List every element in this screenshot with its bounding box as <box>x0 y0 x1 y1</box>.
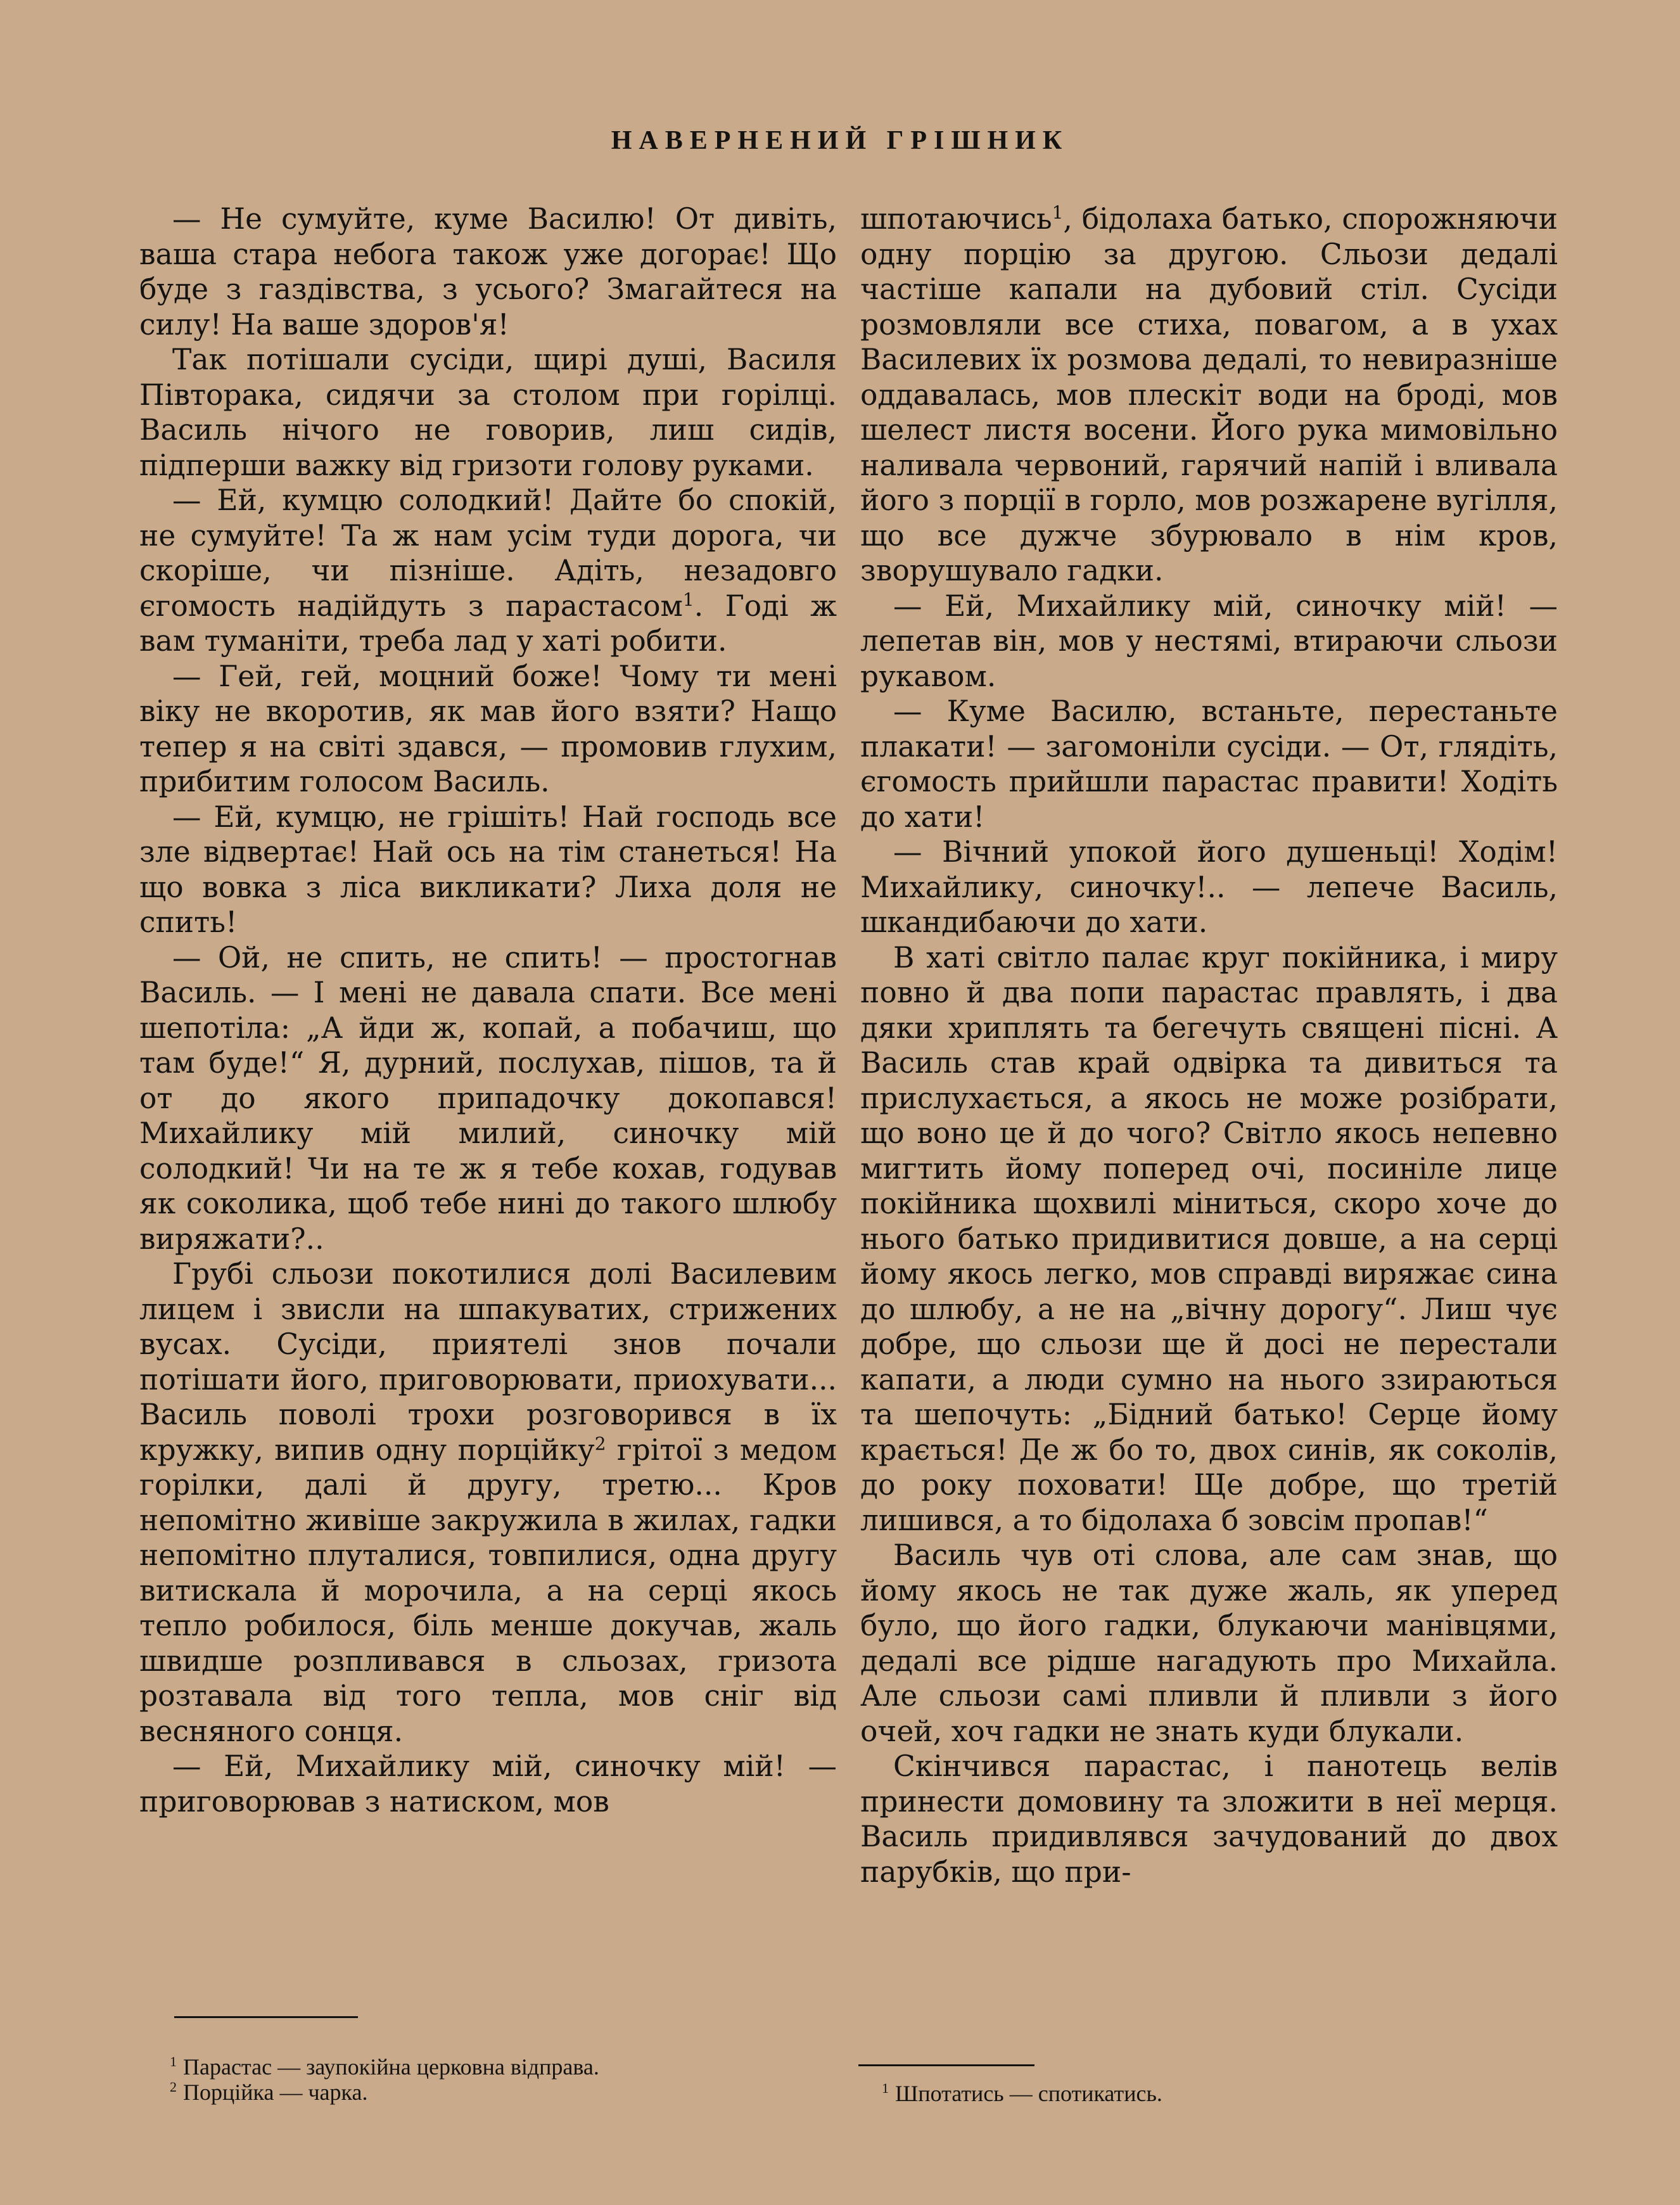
paragraph-text: Грубі сльози покотилися долі Василевим лицем і звисли на шпакуватих, стрижених вусах. Сусіди, приятелі знов почали потішати його, приговорювати, приохувати... Василь поволі трохи розговорився в їх кружку, випив одну порційку <box>139 1257 837 1467</box>
paragraph-text: шпотаючись <box>860 202 1052 236</box>
footnotes-right <box>882 2081 1162 2106</box>
paragraph-text: — Ей, кумцю солодкий! Дайте бо спокій, не сумуйте! Та ж нам усім туди дорога, чи скоріше, чи пізніше. Адіть, незадовго єгомость надійдуть з парастасом <box>139 483 837 623</box>
paragraph <box>860 201 1558 589</box>
paragraph: — Не сумуйте, куме Василю! От дивіть, ваша стара небога також уже догорає! Що буде з газдівства, з усього? Змагайтеся на силу! На ваше здоров'я! <box>139 202 837 342</box>
footnote-number: 1 <box>882 2080 889 2096</box>
footnote-marker: 1 <box>682 589 694 610</box>
footnote <box>170 2054 599 2080</box>
paragraph: — Ей, кумцю, не грішіть! Най господь все зле відвертає! Най ось на тім станеться! На що вовка з ліса викликати? Лиха доля не спить! <box>139 800 837 939</box>
paragraph: В хаті світло палає круг покійника, і миру повно й два попи парастас правлять, і два дяки хриплять та бегечуть священі пісні. А Василь став край одвірка та дивиться та прислухається, а якось не може розібрати, що воно це й до чого? Світло якось непевно мигтить йому поперед очі, посиніле лице покійника щохвилі міниться, скоро хоче до нього батько придивитися довше, а на серці йому якось легко, мов справді виряжає сина до шлюбу, а не на „вічну дорогу“. Лиш чує добре, що сльози ще й досі не перестали капати, а люди сумно на нього ззираються та шепочуть: „Бідний батько! Серце йому крається! Де ж бо то, двох синів, як соколів, до року поховати! Ще добре, що третій лишився, а то бідолаха б зовсім пропав!“ <box>860 940 1558 1537</box>
paragraph-text: . Годі ж вам туманіти, треба лад у хаті робити. <box>139 589 837 658</box>
right-column <box>860 201 1558 1889</box>
paragraph: Василь чув оті слова, але сам знав, що йому якось не так дуже жаль, як уперед було, що його гадки, блукаючи манівцями, дедалі все рідше нагадують про Михайла. Але сльози самі пливли й пливли з його очей, хоч гадки не знать куди блукали. <box>860 1538 1558 1748</box>
footnote-divider <box>174 2016 358 2018</box>
left-column <box>139 201 837 1819</box>
footnote-number: 1 <box>170 2054 177 2069</box>
paragraph: — Вічний упокой його душеньці! Ходім! Михайлику, синочку!.. — лепече Василь, шкандибаючи до хати. <box>860 835 1558 939</box>
footnote-marker: 1 <box>1052 201 1064 223</box>
footnotes-left <box>170 2054 599 2105</box>
running-header: НАВЕРНЕНИЙ ГРІШНИК <box>611 126 1069 155</box>
paragraph: Скінчився парастас, і панотець велів принести домовину та зложити в неї мерця. Василь придивлявся зачудований до двох парубків, що при- <box>860 1749 1558 1889</box>
paragraph <box>139 483 837 659</box>
paragraph: — Ей, Михайлику мій, синочку мій! — лепетав він, мов у нестямі, втираючи сльози рукавом. <box>860 589 1558 693</box>
paragraph-text: грітої з медом горілки, далі й другу, третю... Кров непомітно живіше закружила в жилах, гадки непомітно плуталися, товпилися, одна другу витискала й морочила, а на серці якось тепло робилося, біль менше докучав, жаль швидше розпливався в сльозах, гризота розтавала від того тепла, мов сніг від весняного сонця. <box>139 1433 837 1748</box>
paragraph-text: , бідолаха батько, спорожняючи одну порцію за другою. Сльози дедалі частіше капали на дубовий стіл. Сусіди розмовляли все стиха, повагом, а в ухах Василевих їх розмова дедалі, то невиразніше оддавалась, мов плескіт води на броді, мов шелест листя восени. Його рука мимовільно наливала червоний, гарячий напій і вливала його з порції в горло, мов розжарене вугілля, що все дужче збурювало в нім кров, зворушувало гадки. <box>860 202 1558 587</box>
footnote <box>170 2080 599 2105</box>
footnote <box>882 2081 1162 2106</box>
paragraph <box>139 1256 837 1749</box>
paragraph: — Гей, гей, моцний боже! Чому ти мені віку не вкоротив, як мав його взяти? Нащо тепер я на світі здався, — промовив глухим, прибитим голосом Василь. <box>139 659 837 798</box>
footnote-text: Парастас — заупокійна церковна відправа. <box>183 2054 599 2080</box>
paragraph: — Ей, Михайлику мій, синочку мій! — приговорював з натиском, мов <box>139 1749 837 1818</box>
footnote-divider <box>858 2064 1034 2066</box>
paragraph: Так потішали сусіди, щирі душі, Василя Півторака, сидячи за столом при горілці. Василь нічого не говорив, лиш сидів, підперши важку від гризоти голову руками. <box>139 343 837 482</box>
footnote-number: 2 <box>170 2079 177 2095</box>
footnote-marker: 2 <box>594 1433 606 1454</box>
paragraph: — Ой, не спить, не спить! — простогнав Василь. — І мені не давала спати. Все мені шепотіла: „А йди ж, копай, а побачиш, що там буде!“ Я, дурний, послухав, пішов, та й от до якого припадочку докопався! Михайлику мій милий, синочку мій солодкий! Чи на те ж я тебе кохав, годував як соколика, щоб тебе нині до такого шлюбу виряжати?.. <box>139 940 837 1256</box>
footnote-text: Шпотатись — спотикатись. <box>895 2081 1162 2106</box>
footnote-text: Порційка — чарка. <box>183 2080 368 2105</box>
paragraph: — Куме Василю, встаньте, перестаньте плакати! — загомоніли сусіди. — От, глядіть, єгомость прийшли парастас правити! Ходіть до хати! <box>860 694 1558 834</box>
